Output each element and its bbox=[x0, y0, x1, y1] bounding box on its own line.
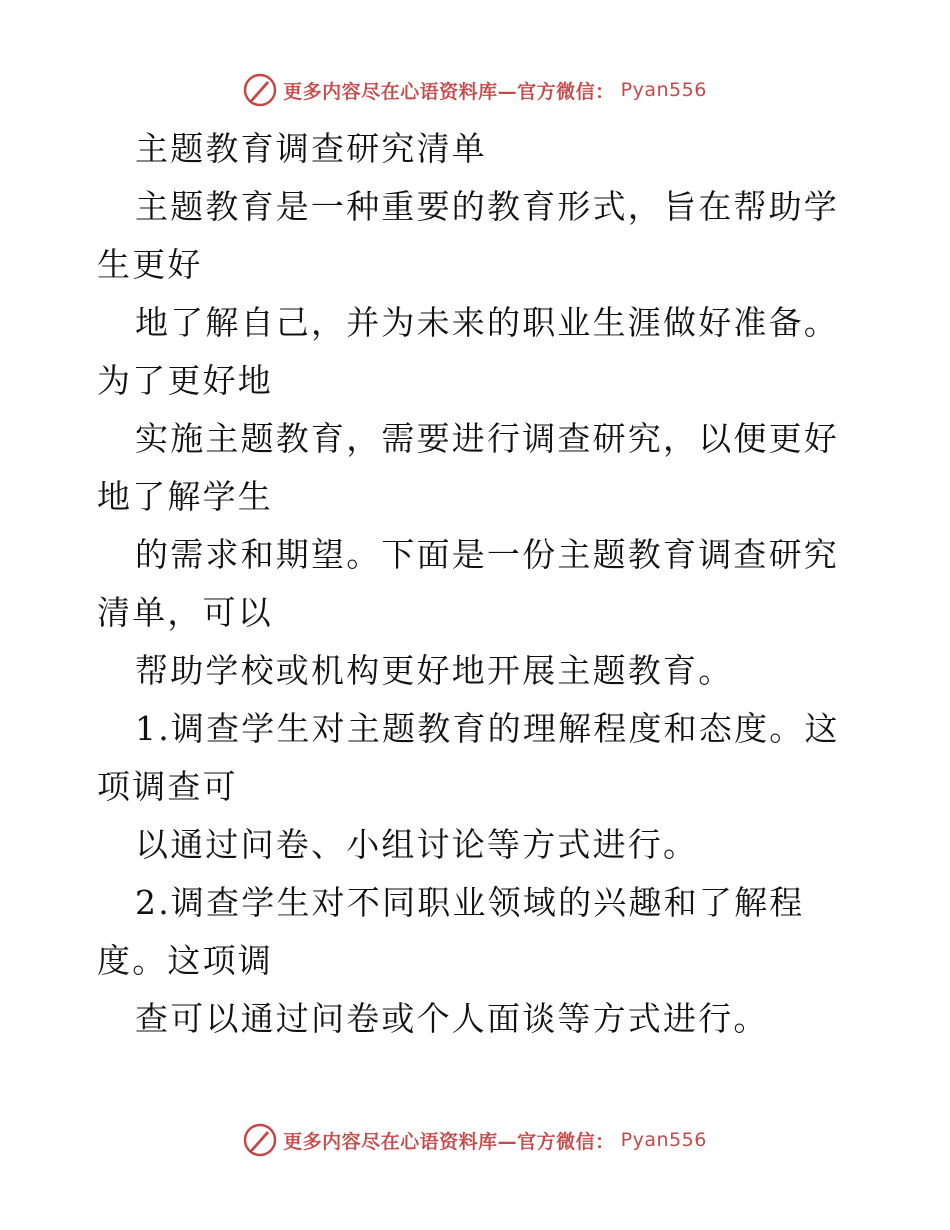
list-item-1-line: 以通过问卷、小组讨论等方式进行。 bbox=[135, 825, 699, 864]
paragraph-line: 实施主题教育，需要进行调查研究，以便更好地了解学生 bbox=[97, 419, 839, 516]
quill-pen-logo-icon bbox=[243, 73, 277, 107]
document-body bbox=[97, 120, 857, 1048]
header-watermark-banner bbox=[0, 70, 950, 110]
paragraph-line: 的需求和期望。下面是一份主题教育调查研究清单，可以 bbox=[97, 535, 839, 632]
list-item-2-line: 查可以通过问卷或个人面谈等方式进行。 bbox=[135, 999, 769, 1038]
list-item-1-line: 1.调查学生对主题教育的理解程度和态度。这项调查可 bbox=[97, 709, 840, 806]
list-item-2-line: 2.调查学生对不同职业领域的兴趣和了解程度。这项调 bbox=[97, 883, 805, 980]
banner-wechat-id: Pyan556 bbox=[620, 1129, 707, 1151]
footer-watermark-banner bbox=[0, 1120, 950, 1160]
banner-wechat-id: Pyan556 bbox=[620, 79, 707, 101]
paragraph-line: 地了解自己，并为未来的职业生涯做好准备。为了更好地 bbox=[97, 303, 839, 400]
paragraph-line: 主题教育是一种重要的教育形式，旨在帮助学生更好 bbox=[97, 187, 839, 284]
quill-pen-logo-icon bbox=[243, 1123, 277, 1157]
paragraph-line: 帮助学校或机构更好地开展主题教育。 bbox=[135, 651, 734, 690]
banner-text: 更多内容尽在心语资料库—官方微信： bbox=[283, 80, 615, 103]
document-title: 主题教育调查研究清单 bbox=[135, 129, 487, 168]
banner-text: 更多内容尽在心语资料库—官方微信： bbox=[283, 1130, 615, 1153]
